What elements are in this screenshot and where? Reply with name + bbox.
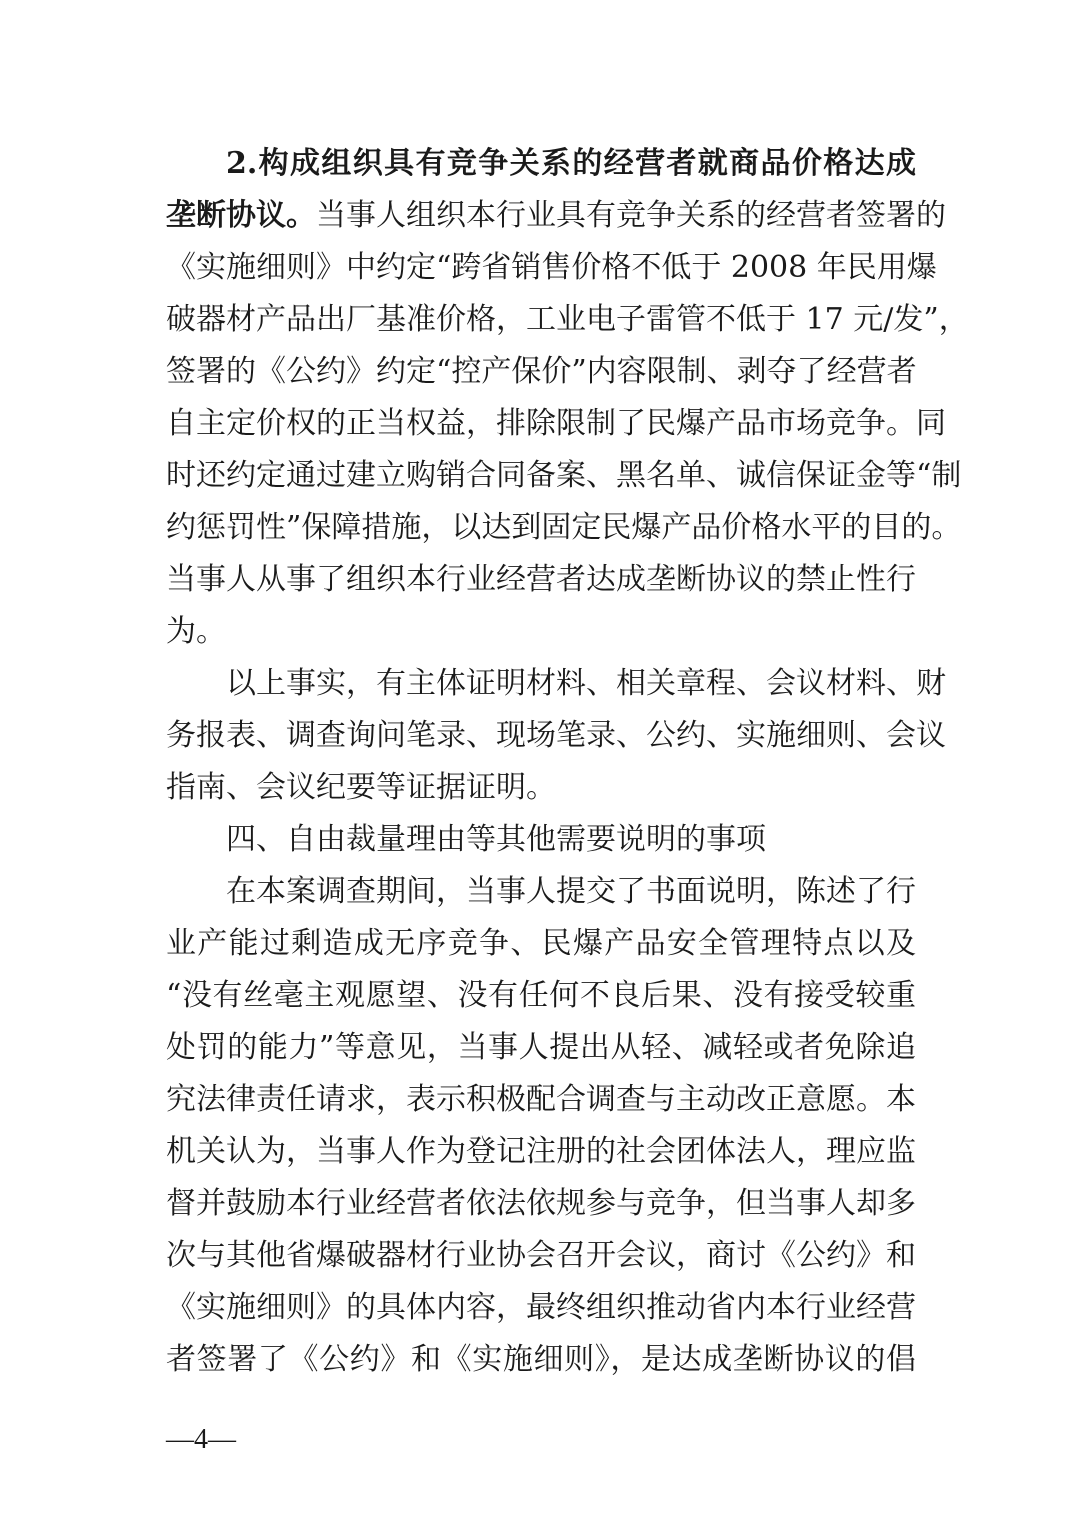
discretion-paragraph-line: 《实施细则》的具体内容，最终组织推动省内本行业经营 xyxy=(166,1290,916,1325)
evidence-paragraph-line: 指南、会议纪要等证据证明。 xyxy=(166,770,556,805)
body-line: 自主定价权的正当权益，排除限制了民爆产品市场竞争。同 xyxy=(166,406,946,441)
body-line: 签署的《公约》约定“控产保价”内容限制、剥夺了经营者 xyxy=(166,354,917,389)
evidence-paragraph-line: 以上事实，有主体证明材料、相关章程、会议材料、财 xyxy=(226,666,946,701)
discretion-paragraph-line: “没有丝毫主观愿望、没有任何不良后果、没有接受较重 xyxy=(166,978,916,1013)
discretion-paragraph-line: 督并鼓励本行业经营者依法依规参与竞争，但当事人却多 xyxy=(166,1186,916,1221)
evidence-paragraph-line: 务报表、调查询问笔录、现场笔录、公约、实施细则、会议 xyxy=(166,718,946,753)
body-line: 破器材产品出厂基准价格，工业电子雷管不低于 17 元/发”， xyxy=(166,302,969,337)
discretion-paragraph-line: 在本案调查期间，当事人提交了书面说明，陈述了行 xyxy=(226,874,916,909)
discretion-paragraph-line: 次与其他省爆破器材行业协会召开会议，商讨《公约》和 xyxy=(166,1238,916,1273)
body-text-segment: 当事人组织本行业具有竞争关系的经营者签署的 xyxy=(316,198,946,233)
body-line: 《实施细则》中约定“跨省销售价格不低于 2008 年民用爆 xyxy=(166,250,937,285)
discretion-paragraph-line: 处罚的能力”等意见，当事人提出从轻、减轻或者免除追 xyxy=(166,1030,916,1065)
page-number: —4— xyxy=(166,1424,236,1455)
section-2-heading-line-1: 2.构成组织具有竞争关系的经营者就商品价格达成 xyxy=(226,146,916,181)
section-4-heading: 四、自由裁量理由等其他需要说明的事项 xyxy=(226,822,766,857)
body-line: 为。 xyxy=(166,614,226,649)
body-line: 当事人从事了组织本行业经营者达成垄断协议的禁止性行 xyxy=(166,562,916,597)
section-2-heading-line-2 xyxy=(166,196,946,236)
section-2-heading-end: 垄断协议。 xyxy=(166,198,316,233)
body-line: 约惩罚性”保障措施，以达到固定民爆产品价格水平的目的。 xyxy=(166,510,962,545)
body-line: 时还约定通过建立购销合同备案、黑名单、诚信保证金等“制 xyxy=(166,458,962,493)
discretion-paragraph-line: 究法律责任请求，表示积极配合调查与主动改正意愿。本 xyxy=(166,1082,916,1117)
discretion-paragraph-line: 业产能过剩造成无序竞争、民爆产品安全管理特点以及 xyxy=(166,926,916,961)
discretion-paragraph-line: 者签署了《公约》和《实施细则》，是达成垄断协议的倡 xyxy=(166,1342,916,1377)
discretion-paragraph-line: 机关认为，当事人作为登记注册的社会团体法人，理应监 xyxy=(166,1134,916,1169)
